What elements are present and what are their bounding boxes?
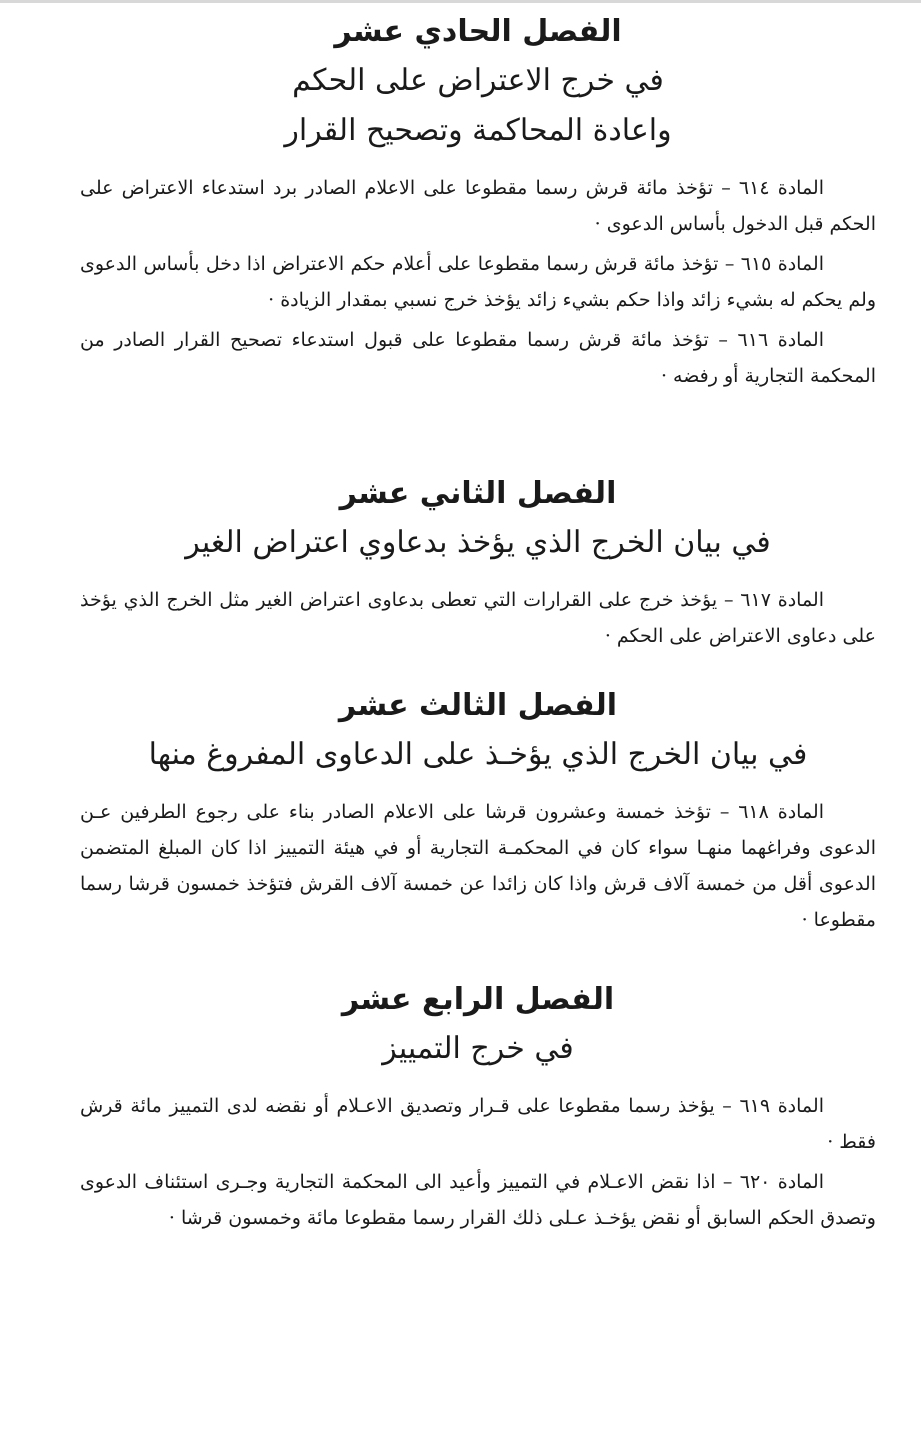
article-617 xyxy=(80,582,876,654)
article-616 xyxy=(80,322,876,394)
chapter-subtitle-line: في بيان الخرج الذي يؤخذ بدعاوي اعتراض الغير xyxy=(185,525,771,560)
top-border xyxy=(0,0,921,3)
article-text: المادة ٦١٤ – تؤخذ مائة قرش رسما مقطوعا على الاعلام الصادر برد استدعاء الاعتراض على الحكم قبل الدخول بأساس الدعوى · xyxy=(80,177,876,235)
section-chapter-13 xyxy=(80,686,876,938)
chapter-subtitle-line: في خرج التمييز xyxy=(382,1031,574,1066)
article-615 xyxy=(80,246,876,318)
article-text: المادة ٦٢٠ – اذا نقض الاعـلام في التمييز وأعيد الى المحكمة التجارية وجـرى استئناف الدعوى وتصدق الحكم السابق أو نقض يؤخـذ عـلى ذلك القرار رسما مقطوعا مائة وخمسون قرشا · xyxy=(80,1171,876,1229)
article-619 xyxy=(80,1088,876,1160)
chapter-subtitle-line: في بيان الخرج الذي يؤخـذ على الدعاوى المفروغ منها xyxy=(148,737,808,772)
chapter-subtitle-line: واعادة المحاكمة وتصحيح القرار xyxy=(284,113,672,148)
article-text: المادة ٦١٨ – تؤخذ خمسة وعشرون قرشا على الاعلام الصادر بناء على رجوع الطرفين عـن الدعوى وفراغهما منهـا سواء كان في المحكمـة التجارية أو في هيئة التمييز اذا كان المبلغ المتضمن الدعوى أقل من خمسة آلاف قرش واذا كان زائدا عن خمسة آلاف القرش فتؤخذ خمسون قرشا رسما مقطوعا · xyxy=(80,801,876,931)
chapter-heading: الفصل الثاني عشر xyxy=(339,476,617,511)
section-chapter-12 xyxy=(80,474,876,654)
chapter-heading: الفصل الثالث عشر xyxy=(338,688,618,723)
article-text: المادة ٦١٧ – يؤخذ خرج على القرارات التي تعطى بدعاوى اعتراض الغير مثل الخرج الذي يؤخذ على دعاوى الاعتراض على الحكم · xyxy=(80,589,876,647)
chapter-heading: الفصل الرابع عشر xyxy=(341,982,615,1017)
chapter-heading: الفصل الحادي عشر xyxy=(334,14,622,49)
article-text: المادة ٦١٦ – تؤخذ مائة قرش رسما مقطوعا على قبول استدعاء تصحيح القرار الصادر من المحكمة التجارية أو رفضه · xyxy=(80,329,876,387)
article-text: المادة ٦١٩ – يؤخذ رسما مقطوعا على قـرار وتصديق الاعـلام أو نقضه لدى التمييز مائة قرش فقط · xyxy=(80,1095,876,1153)
article-614 xyxy=(80,170,876,242)
article-text: المادة ٦١٥ – تؤخذ مائة قرش رسما مقطوعا على أعلام حكم الاعتراض اذا دخل بأساس الدعوى ولم يحكم له بشيء زائد واذا حكم بشيء زائد يؤخذ خرج نسبي بمقدار الزيادة · xyxy=(80,253,876,311)
chapter-subtitle-line: في خرج الاعتراض على الحكم xyxy=(292,63,664,98)
article-620 xyxy=(80,1164,876,1236)
section-chapter-14 xyxy=(80,980,876,1236)
section-chapter-11 xyxy=(80,12,876,394)
article-618 xyxy=(80,794,876,938)
